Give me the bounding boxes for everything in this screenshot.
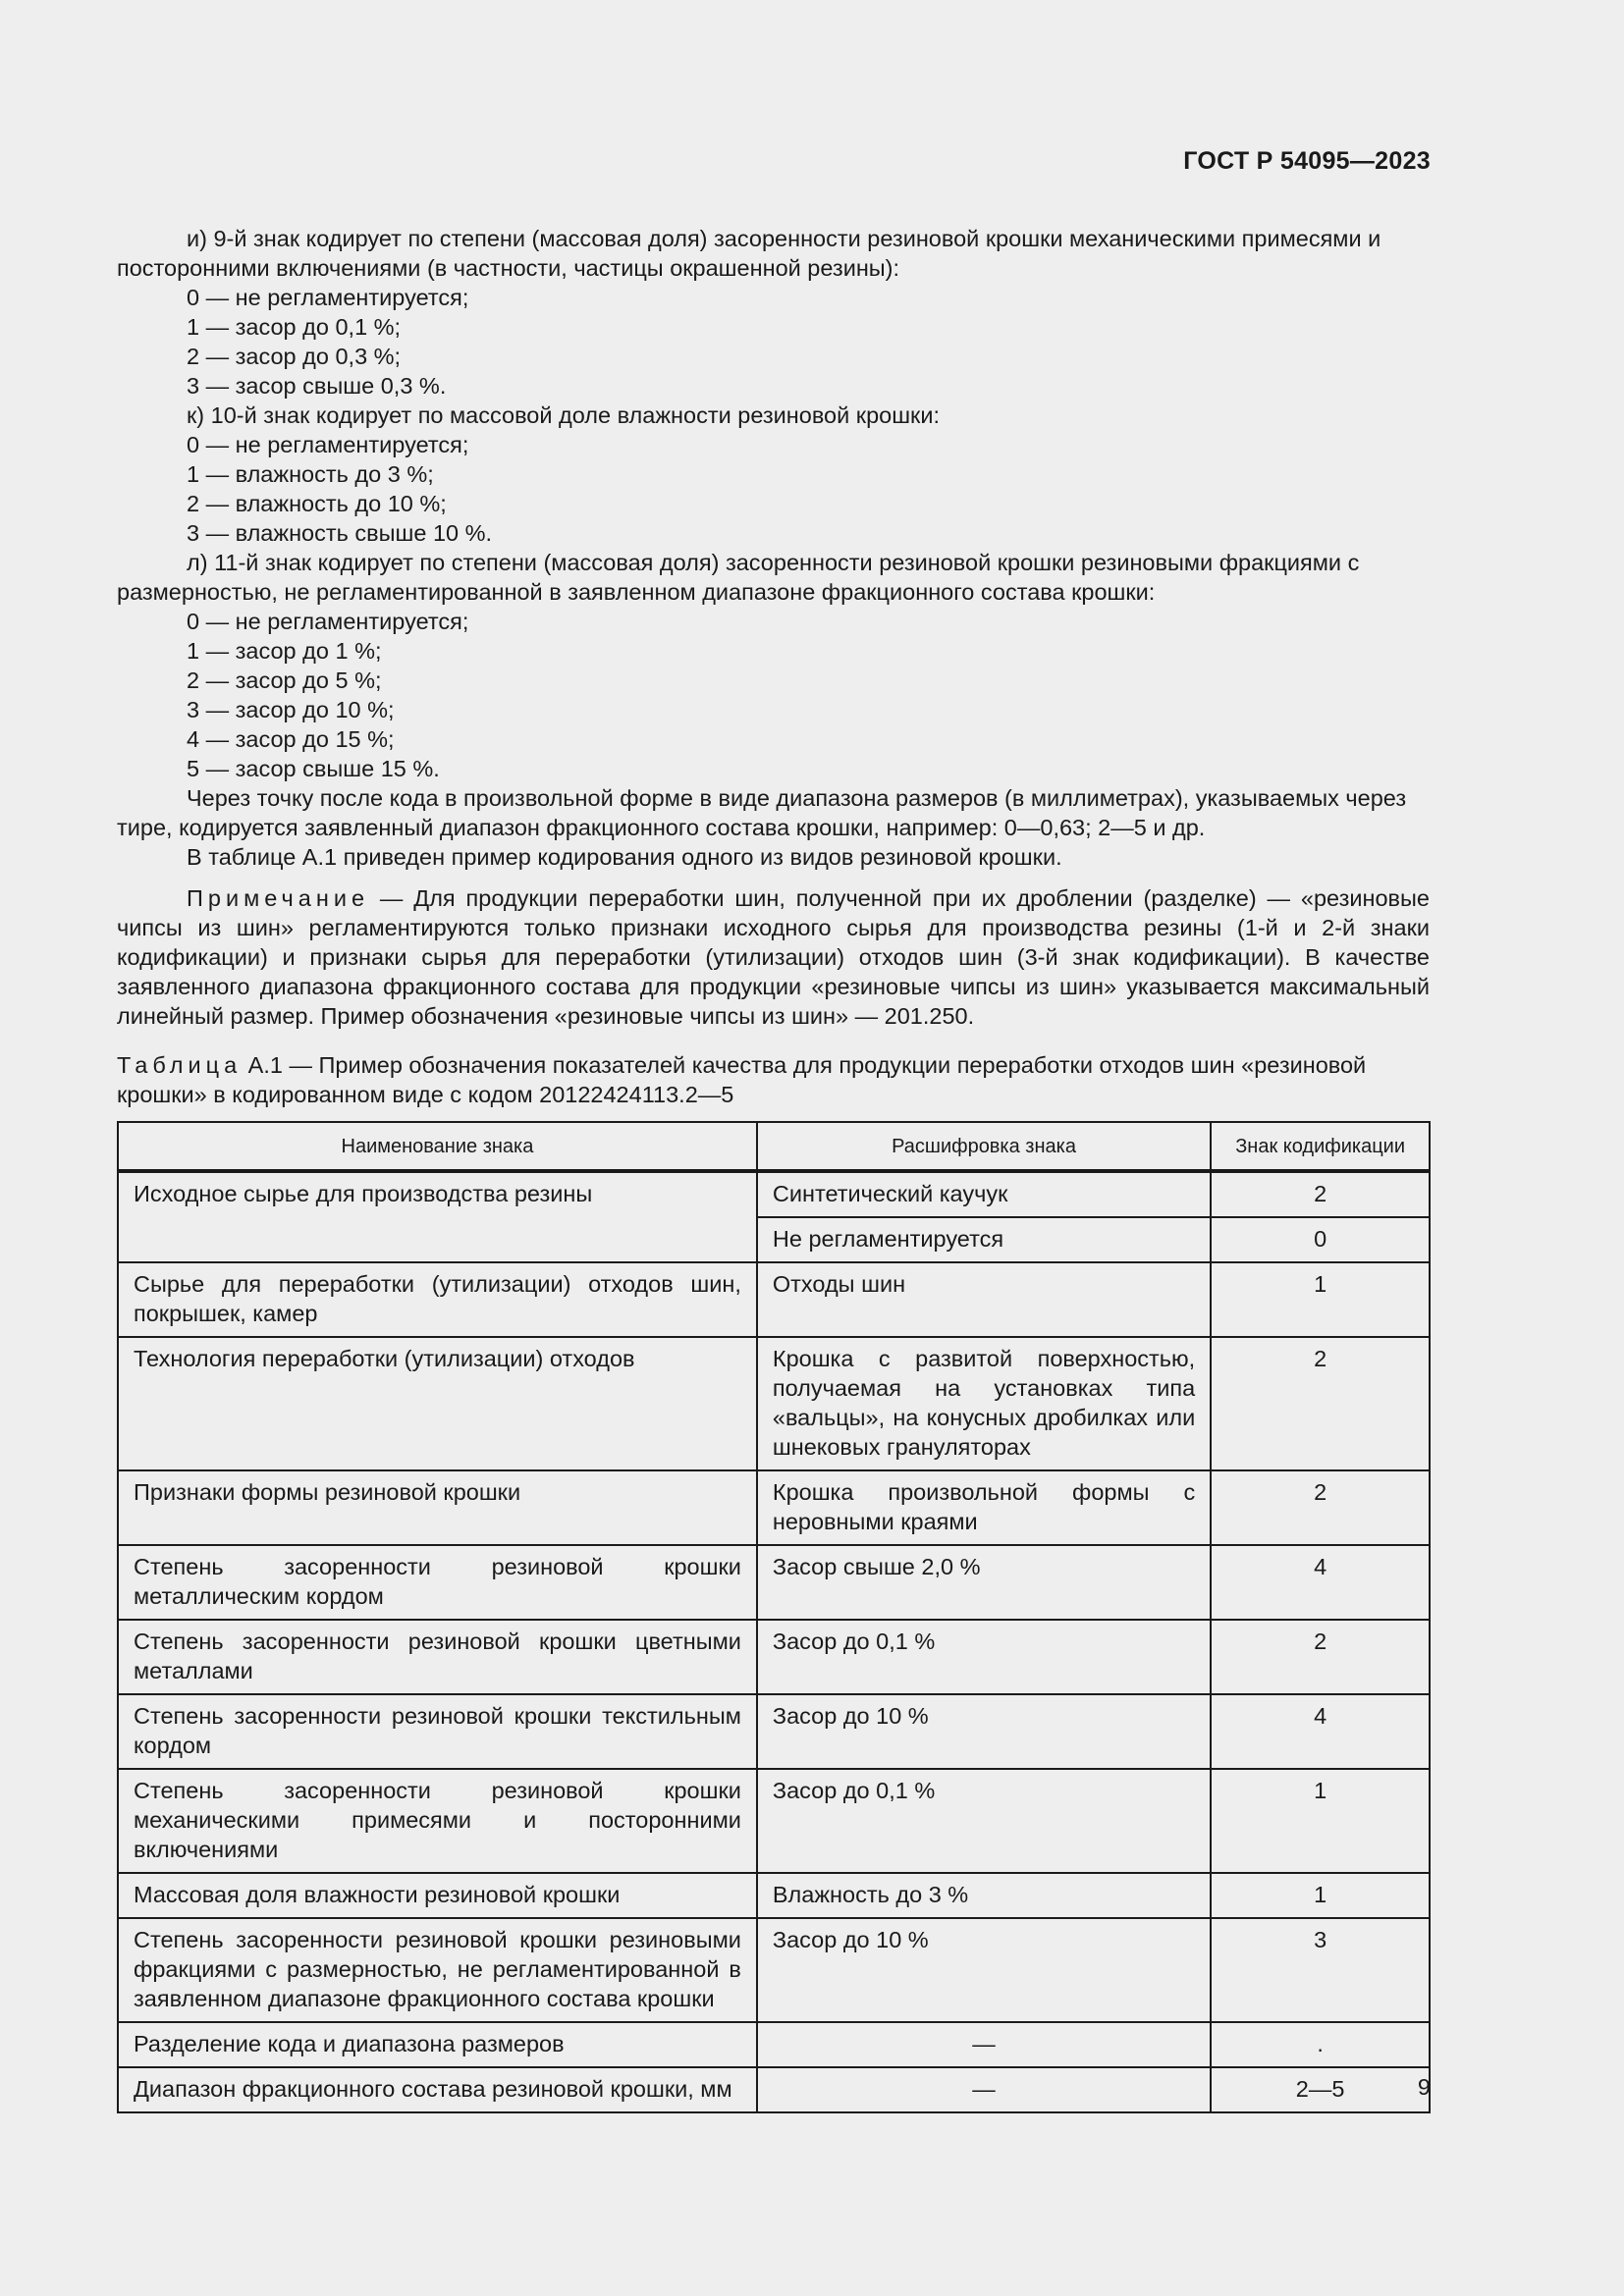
coding-table [117,1121,1431,2113]
table-caption-label: Таблица [117,1052,243,1078]
table-row [118,1337,1430,1470]
table-cell-code: 2 [1211,1470,1430,1545]
table-cell-sign-name: Массовая доля влажности резиновой крошки [118,1873,757,1918]
table-cell-decoding: Засор до 0,1 % [757,1620,1211,1694]
table-cell-sign-name: Степень засоренности резиновой крошки резиновыми фракциями с размерностью, не регламентированной в заявленном диапазоне фракционного состава крошки [118,1918,757,2022]
paragraph-table-ref: В таблице А.1 приведен пример кодирования одного из видов резиновой крошки. [187,844,1062,870]
table-row [118,1171,1430,1217]
table-cell-sign-name: Степень засоренности резиновой крошки текстильным кордом [118,1694,757,1769]
list-item: 1 — влажность до 3 %; [187,461,434,487]
paragraph-i-intro: и) 9-й знак кодирует по степени (массовая доля) засоренности резиновой крошки механическими примесями и посторонними включениями (в частности, частицы окрашенной резины): [117,226,1381,281]
table-row [118,1545,1430,1620]
list-item: 3 — засор свыше 0,3 %. [187,373,447,399]
table-cell-code: 1 [1211,1769,1430,1873]
document-body [117,224,1430,2113]
table-cell-code: 2 [1211,1171,1430,1217]
table-cell-decoding: Отходы шин [757,1262,1211,1337]
list-item: 0 — не регламентируется; [187,285,469,310]
table-cell-sign-name: Разделение кода и диапазона размеров [118,2022,757,2067]
table-cell-sign-name: Признаки формы резиновой крошки [118,1470,757,1545]
table-cell-code: 3 [1211,1918,1430,2022]
table-cell-code: 2—5 [1211,2067,1430,2112]
list-item: 1 — засор до 1 %; [187,638,382,664]
table-cell-code: 2 [1211,1620,1430,1694]
list-item: 0 — не регламентируется; [187,609,469,634]
list-item: 1 — засор до 0,1 %; [187,314,402,340]
document-code-header: ГОСТ Р 54095—2023 [1183,147,1431,175]
table-cell-code: 4 [1211,1694,1430,1769]
table-cell-sign-name: Степень засоренности резиновой крошки механическими примесями и посторонними включениями [118,1769,757,1873]
table-cell-decoding: Засор свыше 2,0 % [757,1545,1211,1620]
table-cell-decoding: — [757,2022,1211,2067]
note-paragraph [117,883,1430,1031]
list-item: 2 — влажность до 10 %; [187,491,447,516]
table-cell-sign-name: Степень засоренности резиновой крошки цветными металлами [118,1620,757,1694]
table-cell-sign-name: Исходное сырье для производства резины [118,1171,757,1262]
table-row [118,2022,1430,2067]
table-row [118,1769,1430,1873]
table-row [118,1262,1430,1337]
table-cell-decoding: Крошка с развитой поверхностью, получаемая на установках типа «вальцы», на конусных дробилках или шнековых грануляторах [757,1337,1211,1470]
note-text: — Для продукции переработки шин, полученной при их дроблении (разделке) — «резиновые чипсы из шин» регламентируются только признаки исходного сырья для производства резины (1-й и 2-й знаки кодификации) и признаки сырья для переработки (утилизации) отходов шин (3-й знак кодификации). В качестве заявленного диапазона фракционного состава для продукции «резиновые чипсы из шин» указывается максимальный линейный размер. Пример обозначения «резиновые чипсы из шин» — 201.250. [117,885,1430,1029]
table-caption-text: А.1 — Пример обозначения показателей качества для продукции переработки отходов шин «резиновой крошки» в кодированном виде с кодом 20122424113.2—5 [117,1052,1367,1107]
list-item: 2 — засор до 5 %; [187,667,382,693]
table-cell-sign-name: Степень засоренности резиновой крошки металлическим кордом [118,1545,757,1620]
note-label: Примечание [187,885,370,911]
paragraph-range: Через точку после кода в произвольной форме в виде диапазона размеров (в миллиметрах), указываемых через тире, кодируется заявленный диапазон фракционного состава крошки, например: 0—0,63; 2—5 и др. [117,785,1407,840]
list-item: 5 — засор свыше 15 %. [187,756,440,781]
list-item: 3 — влажность свыше 10 %. [187,520,493,546]
table-cell-decoding: Не регламентируется [757,1217,1211,1262]
table-cell-decoding: Синтетический каучук [757,1171,1211,1217]
table-cell-decoding: Засор до 0,1 % [757,1769,1211,1873]
list-item: 2 — засор до 0,3 %; [187,344,402,369]
paragraph-l-intro: л) 11-й знак кодирует по степени (массовая доля) засоренности резиновой крошки резиновыми фракциями с размерностью, не регламентированной в заявленном диапазоне фракционного состава крошки: [117,550,1360,605]
table-row [118,1470,1430,1545]
table-row [118,1694,1430,1769]
table-cell-code: 4 [1211,1545,1430,1620]
table-row [118,1620,1430,1694]
column-header-code: Знак кодификации [1211,1122,1430,1171]
table-cell-decoding: Засор до 10 % [757,1694,1211,1769]
table-cell-sign-name: Технология переработки (утилизации) отходов [118,1337,757,1470]
page-number: 9 [1417,2074,1431,2100]
table-caption [117,1050,1430,1109]
table-header-row [118,1122,1430,1171]
table-row [118,2067,1430,2112]
table-cell-code: . [1211,2022,1430,2067]
table-cell-decoding: Засор до 10 % [757,1918,1211,2022]
table-cell-code: 1 [1211,1262,1430,1337]
table-cell-decoding: — [757,2067,1211,2112]
list-item: 3 — засор до 10 %; [187,697,395,722]
table-cell-code: 1 [1211,1873,1430,1918]
table-cell-code: 0 [1211,1217,1430,1262]
table-cell-sign-name: Сырье для переработки (утилизации) отходов шин, покрышек, камер [118,1262,757,1337]
column-header-decoding: Расшифровка знака [757,1122,1211,1171]
column-header-sign-name: Наименование знака [118,1122,757,1171]
paragraph-k-intro: к) 10-й знак кодирует по массовой доле влажности резиновой крошки: [187,402,940,428]
table-cell-decoding: Влажность до 3 % [757,1873,1211,1918]
table-cell-decoding: Крошка произвольной формы с неровными краями [757,1470,1211,1545]
table-row [118,1918,1430,2022]
list-item: 0 — не регламентируется; [187,432,469,457]
table-row [118,1873,1430,1918]
list-item: 4 — засор до 15 %; [187,726,395,752]
table-cell-code: 2 [1211,1337,1430,1470]
table-cell-sign-name: Диапазон фракционного состава резиновой крошки, мм [118,2067,757,2112]
